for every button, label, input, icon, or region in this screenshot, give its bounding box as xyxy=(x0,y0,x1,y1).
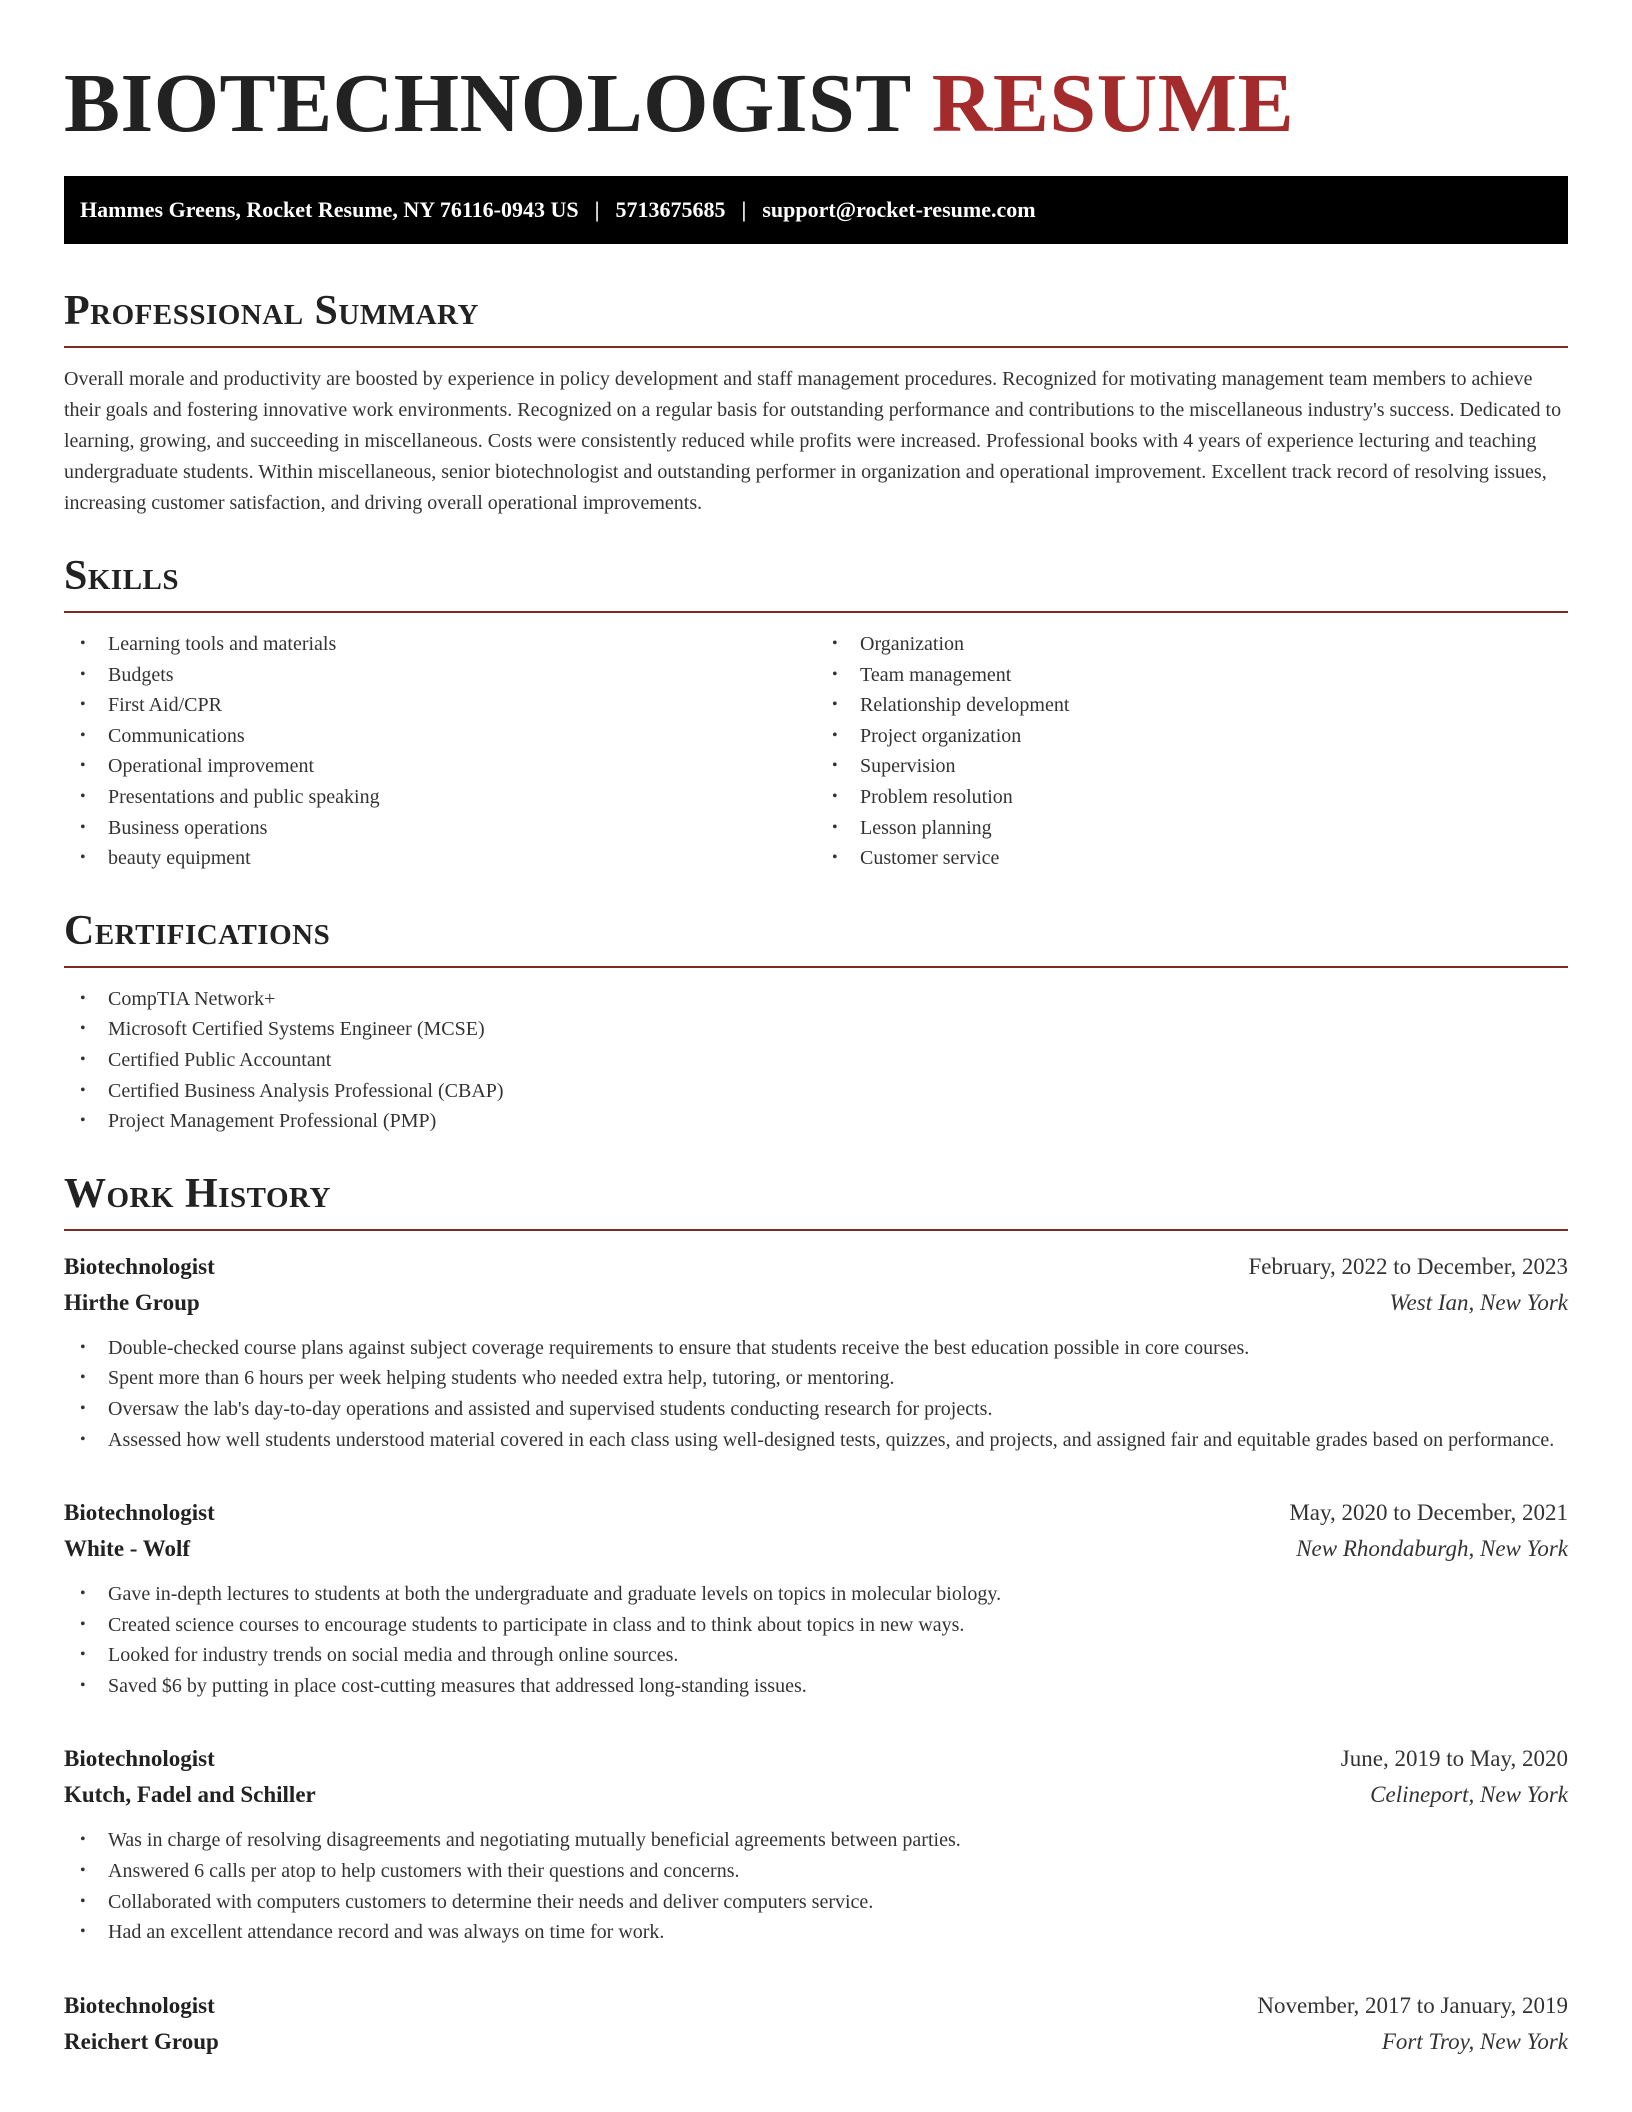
job-entry xyxy=(64,1249,1568,1455)
list-item-text: Saved $6 by putting in place cost-cutting measures that addressed long-standing issues. xyxy=(108,1674,807,1697)
bullet-icon: • xyxy=(80,726,86,744)
bullet-icon: • xyxy=(832,696,838,714)
job-company: Kutch, Fadel and Schiller xyxy=(64,1782,316,1808)
job-dates: February, 2022 to December, 2023 xyxy=(1248,1253,1568,1279)
skills-left-list xyxy=(64,629,816,874)
list-item-text: Answered 6 calls per atop to help customers with their questions and concerns. xyxy=(108,1860,740,1883)
list-item xyxy=(64,1045,1568,1076)
work-history-section xyxy=(64,1171,1568,2060)
list-item-text: Relationship development xyxy=(860,694,1070,717)
list-item-text: Oversaw the lab's day-to-day operations and assisted and supervised students conducting research for projects. xyxy=(108,1397,993,1420)
contact-email[interactable]: support@rocket-resume.com xyxy=(762,197,1036,222)
list-item-text: Business operations xyxy=(108,816,268,839)
job-title-row xyxy=(64,1495,1568,1531)
list-item-text: Microsoft Certified Systems Engineer (MCSE) xyxy=(108,1018,485,1041)
list-item-text: Project Management Professional (PMP) xyxy=(108,1110,437,1133)
list-item xyxy=(64,1917,1568,1948)
bullet-icon: • xyxy=(832,635,838,652)
bullet-icon: • xyxy=(80,1676,86,1694)
bullet-icon: • xyxy=(80,696,86,714)
job-bullets xyxy=(64,1825,1568,1947)
job-list xyxy=(64,1249,1568,2060)
list-item xyxy=(64,660,816,691)
list-item xyxy=(64,1640,1568,1671)
list-item xyxy=(64,984,1568,1015)
list-item-text: First Aid/CPR xyxy=(108,694,222,717)
skills-grid xyxy=(64,613,1568,874)
job-bullets xyxy=(64,1579,1568,1701)
bullet-icon: • xyxy=(80,1892,86,1910)
list-item xyxy=(64,721,816,752)
list-item xyxy=(64,1394,1568,1425)
bullet-icon: • xyxy=(80,1369,86,1387)
list-item xyxy=(816,782,1568,813)
bullet-icon: • xyxy=(80,1050,86,1068)
job-title: Biotechnologist xyxy=(64,1992,215,2018)
bullet-icon: • xyxy=(80,1615,86,1633)
certifications-heading: Certifications xyxy=(64,908,1568,968)
list-item xyxy=(64,1333,1568,1364)
bullet-icon: • xyxy=(80,1112,86,1130)
bullet-icon: • xyxy=(832,757,838,775)
contact-separator: | xyxy=(741,197,747,222)
list-item-text: Communications xyxy=(108,724,245,747)
bullet-icon: • xyxy=(832,787,838,805)
bullet-icon: • xyxy=(80,1862,86,1880)
list-item-text: Certified Business Analysis Professional (CBAP) xyxy=(108,1079,504,1102)
list-item xyxy=(64,782,816,813)
list-item-text: Double-checked course plans against subject coverage requirements to ensure that students receive the best education possible in core courses. xyxy=(108,1336,1250,1359)
title-accent: RESUME xyxy=(931,57,1295,150)
skills-heading: Skills xyxy=(64,553,1568,613)
title-main: BIOTECHNOLOGIST xyxy=(64,57,911,150)
list-item-text: Problem resolution xyxy=(860,785,1013,808)
certifications-list xyxy=(64,984,1568,1137)
job-title: Biotechnologist xyxy=(64,1746,215,1772)
summary-section xyxy=(64,288,1568,519)
job-dates: May, 2020 to December, 2021 xyxy=(1289,1500,1568,1526)
list-item-text: Team management xyxy=(860,663,1012,686)
list-item-text: Organization xyxy=(860,633,965,655)
list-item-text: Certified Public Accountant xyxy=(108,1048,332,1071)
job-company-row xyxy=(64,1777,1568,1813)
bullet-icon: • xyxy=(80,757,86,775)
list-item xyxy=(816,660,1568,691)
job-company: White - Wolf xyxy=(64,1536,191,1562)
bullet-icon: • xyxy=(832,818,838,836)
contact-phone[interactable]: 5713675685 xyxy=(615,197,726,222)
list-item xyxy=(64,1363,1568,1394)
list-item xyxy=(816,843,1568,874)
job-title-row xyxy=(64,1249,1568,1285)
list-item-text: Had an excellent attendance record and was always on time for work. xyxy=(108,1921,665,1944)
list-item xyxy=(64,1671,1568,1702)
bullet-icon: • xyxy=(832,726,838,744)
list-item xyxy=(64,813,816,844)
list-item xyxy=(64,751,816,782)
job-title-row xyxy=(64,1988,1568,2024)
list-item-text: Learning tools and materials xyxy=(108,633,337,655)
list-item-text: Assessed how well students understood material covered in each class using well-designed tests, quizzes, and projects, and assigned fair and equitable grades based on performance. xyxy=(108,1428,1555,1451)
job-company-row xyxy=(64,1285,1568,1321)
list-item-text: Was in charge of resolving disagreements and negotiating mutually beneficial agreements between parties. xyxy=(108,1829,961,1852)
bullet-icon: • xyxy=(80,989,86,1007)
list-item-text: Created science courses to encourage students to participate in class and to think about topics in new ways. xyxy=(108,1613,965,1636)
bullet-icon: • xyxy=(80,665,86,683)
list-item xyxy=(64,1106,1568,1137)
bullet-icon: • xyxy=(80,787,86,805)
bullet-icon: • xyxy=(80,1585,86,1603)
list-item xyxy=(816,813,1568,844)
list-item-text: CompTIA Network+ xyxy=(108,987,276,1010)
job-entry xyxy=(64,1988,1568,2060)
bullet-icon: • xyxy=(80,1923,86,1941)
job-entry xyxy=(64,1741,1568,1947)
list-item-text: beauty equipment xyxy=(108,847,251,870)
job-title: Biotechnologist xyxy=(64,1253,215,1279)
list-item xyxy=(64,629,816,660)
list-item-text: Collaborated with computers customers to determine their needs and deliver computers service. xyxy=(108,1890,874,1913)
bullet-icon: • xyxy=(832,849,838,867)
job-title-row xyxy=(64,1741,1568,1777)
bullet-icon: • xyxy=(80,1020,86,1038)
list-item-text: Customer service xyxy=(860,847,1000,870)
job-company: Hirthe Group xyxy=(64,1289,200,1315)
job-location: Fort Troy, New York xyxy=(1381,2028,1568,2054)
bullet-icon: • xyxy=(80,1081,86,1099)
job-dates: November, 2017 to January, 2019 xyxy=(1257,1992,1568,2018)
list-item xyxy=(64,690,816,721)
list-item xyxy=(64,1825,1568,1856)
bullet-icon: • xyxy=(80,849,86,867)
list-item xyxy=(64,843,816,874)
skills-section xyxy=(64,553,1568,874)
list-item xyxy=(64,1014,1568,1045)
bullet-icon: • xyxy=(80,1831,86,1849)
list-item-text: Budgets xyxy=(108,663,174,686)
list-item xyxy=(64,1887,1568,1918)
job-title: Biotechnologist xyxy=(64,1500,215,1526)
list-item-text: Presentations and public speaking xyxy=(108,785,380,808)
bullet-icon: • xyxy=(80,1430,86,1448)
bullet-icon: • xyxy=(80,818,86,836)
contact-separator: | xyxy=(594,197,600,222)
list-item xyxy=(64,1579,1568,1610)
job-location: West Ian, New York xyxy=(1389,1289,1568,1315)
list-item xyxy=(64,1856,1568,1887)
resume-title xyxy=(64,54,1568,154)
list-item-text: Project organization xyxy=(860,724,1022,747)
list-item-text: Spent more than 6 hours per week helping students who needed extra help, tutoring, or mentoring. xyxy=(108,1367,895,1390)
job-company-row xyxy=(64,2024,1568,2060)
bullet-icon: • xyxy=(80,1646,86,1664)
list-item xyxy=(816,629,1568,660)
summary-heading: Professional Summary xyxy=(64,288,1568,348)
job-bullets xyxy=(64,1333,1568,1455)
contact-bar xyxy=(64,176,1568,244)
job-company: Reichert Group xyxy=(64,2028,219,2054)
list-item-text: Supervision xyxy=(860,755,956,778)
bullet-icon: • xyxy=(80,1338,86,1356)
job-dates: June, 2019 to May, 2020 xyxy=(1340,1746,1568,1772)
list-item xyxy=(816,690,1568,721)
bullet-icon: • xyxy=(80,635,86,652)
skills-right-list xyxy=(816,629,1568,874)
bullet-icon: • xyxy=(832,665,838,683)
bullet-icon: • xyxy=(80,1399,86,1417)
job-location: New Rhondaburgh, New York xyxy=(1296,1536,1568,1562)
list-item-text: Lesson planning xyxy=(860,816,992,839)
list-item-text: Operational improvement xyxy=(108,755,315,778)
list-item-text: Gave in-depth lectures to students at both the undergraduate and graduate levels on topics in molecular biology. xyxy=(108,1583,1002,1606)
list-item-text: Looked for industry trends on social media and through online sources. xyxy=(108,1644,679,1667)
job-entry xyxy=(64,1495,1568,1701)
list-item xyxy=(64,1425,1568,1456)
summary-text: Overall morale and productivity are boosted by experience in policy development and staff management procedures. Recognized for motivating management team members to achieve their goals and fostering innovative work environments. Recognized on a regular basis for outstanding performance and contributions to the miscellaneous industry's success. Dedicated to learning, growing, and succeeding in miscellaneous. Costs were consistently reduced while profits were increased. Professional books with 4 years of experience lecturing and teaching undergraduate students. Within miscellaneous, senior biotechnologist and outstanding performer in organization and operational improvement. Excellent track record of resolving issues, increasing customer satisfaction, and driving overall operational improvements. xyxy=(64,368,1562,514)
job-company-row xyxy=(64,1531,1568,1567)
contact-address: Hammes Greens, Rocket Resume, NY 76116-0943 US xyxy=(80,197,579,222)
certifications-section xyxy=(64,908,1568,1137)
list-item xyxy=(64,1610,1568,1641)
list-item xyxy=(816,721,1568,752)
list-item xyxy=(64,1076,1568,1107)
list-item xyxy=(816,751,1568,782)
work-history-heading: Work History xyxy=(64,1171,1568,1231)
job-location: Celineport, New York xyxy=(1370,1782,1568,1808)
